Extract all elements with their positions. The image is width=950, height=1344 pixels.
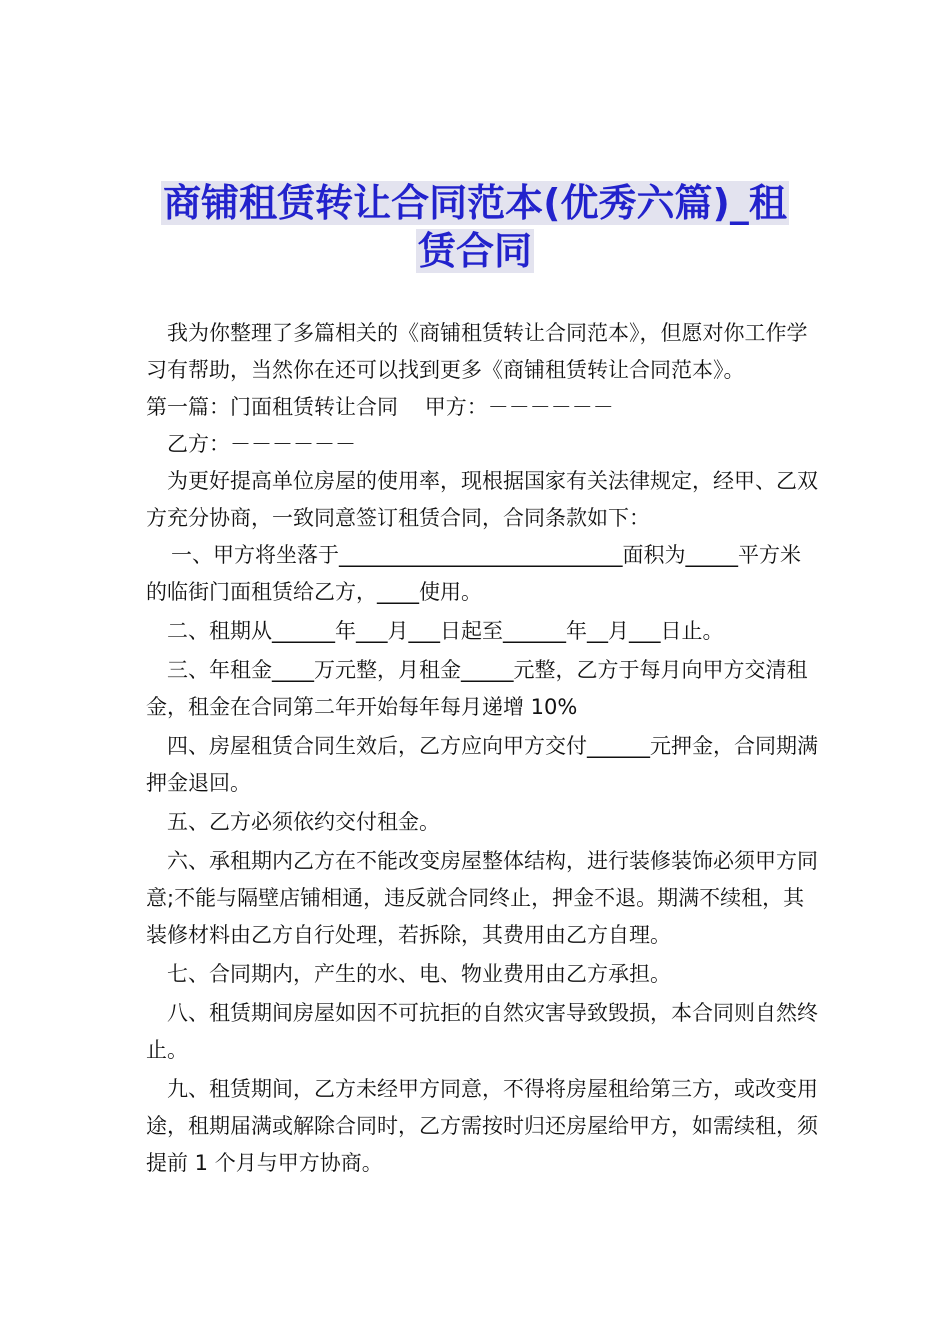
clause-7: 七、合同期内，产生的水、电、物业费用由乙方承担。 [167,962,671,986]
document-title-part-1: 商铺租赁转让合同范本(优秀六篇)_租 [163,181,787,225]
clause-2: 二、租期从______年___月___日起至______年__月___日止。 [167,619,724,643]
section-heading-paragraph: 第一篇：门面租赁转让合同 甲方：－－－－－－ [146,395,614,419]
clause-8: 八、租赁期间房屋如因不可抗拒的自然灾害导致毁损，本合同则自然终止。 [146,1001,818,1062]
clause-4: 四、房屋租赁合同生效后，乙方应向甲方交付______元押金，合同期满押金退回。 [146,734,818,795]
intro-paragraph: 我为你整理了多篇相关的《商铺租赁转让合同范本》，但愿对你工作学习有帮助，当然你在还可以找到更多《商铺租赁转让合同范本》。 [146,321,808,382]
title-line-1 [0,180,950,226]
clause-3: 三、年租金____万元整，月租金_____元整，乙方于每月向甲方交清租金，租金在合同第二年开始每年每月递增 10% [146,658,808,719]
party-b-paragraph: 乙方：－－－－－－ [167,432,356,456]
document-title-part-2: 赁合同 [417,229,532,273]
title-line-2 [0,228,950,274]
clause-6: 六、承租期内乙方在不能改变房屋整体结构，进行装修装饰必须甲方同意;不能与隔壁店铺相通，违反就合同终止，押金不退。期满不续租，其装修材料由乙方自行处理，若拆除，其费用由乙方自理。 [146,849,818,947]
document-body [146,315,818,1182]
preamble-paragraph: 为更好提高单位房屋的使用率，现根据国家有关法律规定，经甲、乙双方充分协商，一致同意签订租赁合同，合同条款如下： [146,469,818,530]
clause-5: 五、乙方必须依约交付租金。 [167,810,440,834]
clause-1: 一、甲方将坐落于___________________________面积为_____平方米的临街门面租赁给乙方，____使用。 [146,543,801,604]
clause-9: 九、租赁期间，乙方未经甲方同意，不得将房屋租给第三方，或改变用途，租期届满或解除合同时，乙方需按时归还房屋给甲方，如需续租，须提前 1 个月与甲方协商。 [146,1077,818,1175]
